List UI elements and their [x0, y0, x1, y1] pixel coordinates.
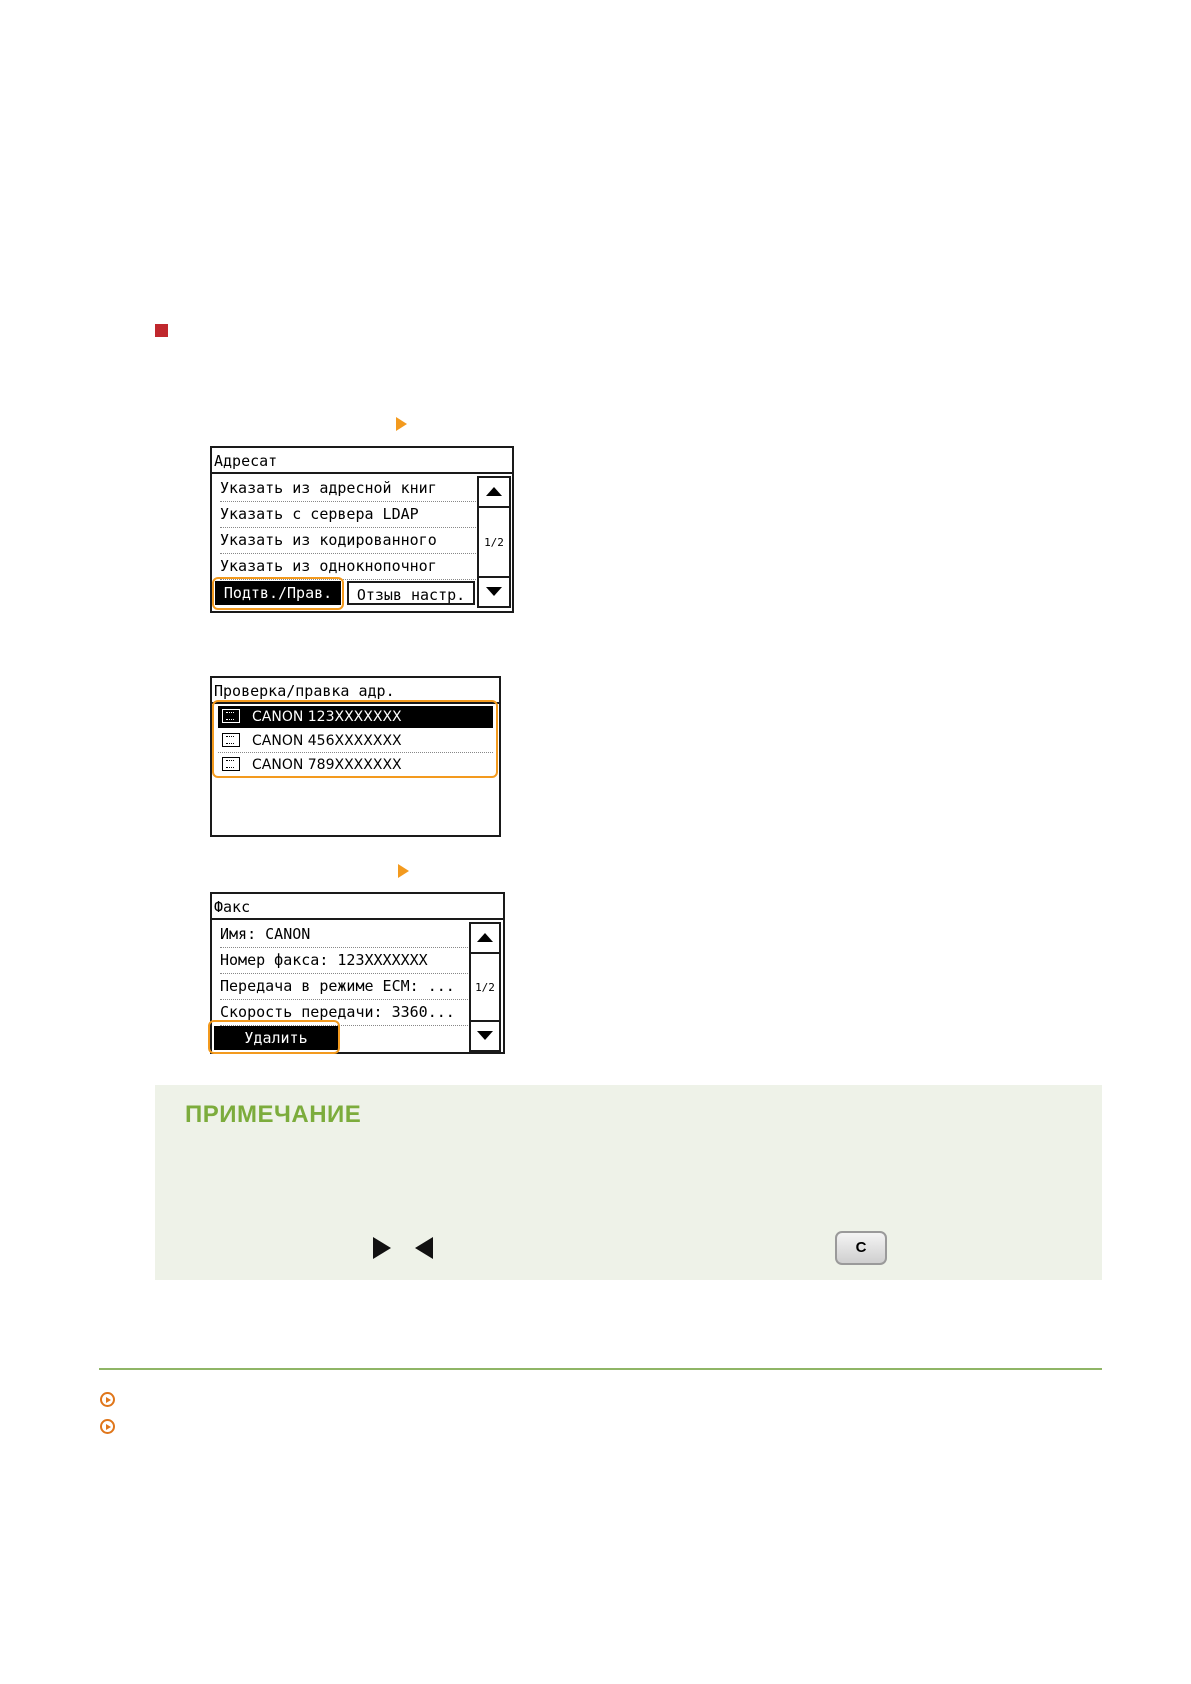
screen-title: Адресат	[214, 452, 278, 470]
screen-title: Факс	[214, 898, 251, 916]
scroll-down-button[interactable]	[479, 576, 509, 606]
arrow-down-icon	[477, 1031, 493, 1040]
right-arrow-key-icon	[373, 1237, 391, 1259]
detail-item-fax-number[interactable]: Номер факса: 123XXXXXXX	[220, 948, 470, 974]
link-arrow-icon[interactable]	[100, 1419, 115, 1434]
menu-item-ldap[interactable]: Указать с сервера LDAP	[220, 502, 482, 528]
highlight-frame	[212, 577, 344, 610]
menu-item-coded-dial[interactable]: Указать из кодированного	[220, 528, 482, 554]
step-arrow-icon	[396, 417, 407, 431]
scrollbar[interactable]	[469, 922, 501, 1052]
detail-item-name[interactable]: Имя: CANON	[220, 922, 470, 948]
menu-item-address-book[interactable]: Указать из адресной книг	[220, 476, 482, 502]
title-divider	[212, 472, 512, 474]
left-arrow-key-icon	[415, 1237, 433, 1259]
title-divider	[212, 918, 503, 920]
step-arrow-icon	[398, 864, 409, 878]
arrow-down-icon	[486, 587, 502, 596]
detail-item-ecm[interactable]: Передача в режиме ECM: ...	[220, 974, 470, 1000]
screen-title: Проверка/правка адр.	[214, 682, 395, 700]
note-box	[155, 1085, 1102, 1280]
highlight-frame	[208, 1020, 340, 1054]
page-indicator: 1/2	[475, 981, 495, 994]
scrollbar[interactable]	[477, 476, 511, 608]
confirm-edit-button[interactable]: Подтв./Прав.	[215, 581, 341, 605]
address-entry[interactable]: CANON 456XXXXXXX	[218, 730, 493, 753]
section-divider	[99, 1368, 1102, 1370]
arrow-up-icon	[486, 487, 502, 496]
page-indicator: 1/2	[484, 536, 504, 549]
delete-button[interactable]: Удалить	[214, 1026, 338, 1050]
menu-item-one-touch[interactable]: Указать из однокнопочног	[220, 554, 482, 580]
cancel-settings-button[interactable]: Отзыв настр.	[347, 581, 475, 605]
highlight-frame	[212, 700, 498, 778]
arrow-up-icon	[477, 933, 493, 942]
scroll-up-button[interactable]	[471, 924, 499, 954]
scroll-down-button[interactable]	[471, 1020, 499, 1050]
scroll-up-button[interactable]	[479, 478, 509, 508]
address-entry[interactable]: CANON 123XXXXXXX	[218, 706, 493, 728]
note-title: ПРИМЕЧАНИЕ	[185, 1101, 362, 1128]
address-entry[interactable]: CANON 789XXXXXXX	[218, 754, 493, 777]
section-marker	[155, 324, 168, 337]
link-arrow-icon[interactable]	[100, 1392, 115, 1407]
clear-key-icon: C	[835, 1231, 887, 1265]
detail-item-speed[interactable]: Скорость передачи: 3360...	[220, 1000, 470, 1026]
